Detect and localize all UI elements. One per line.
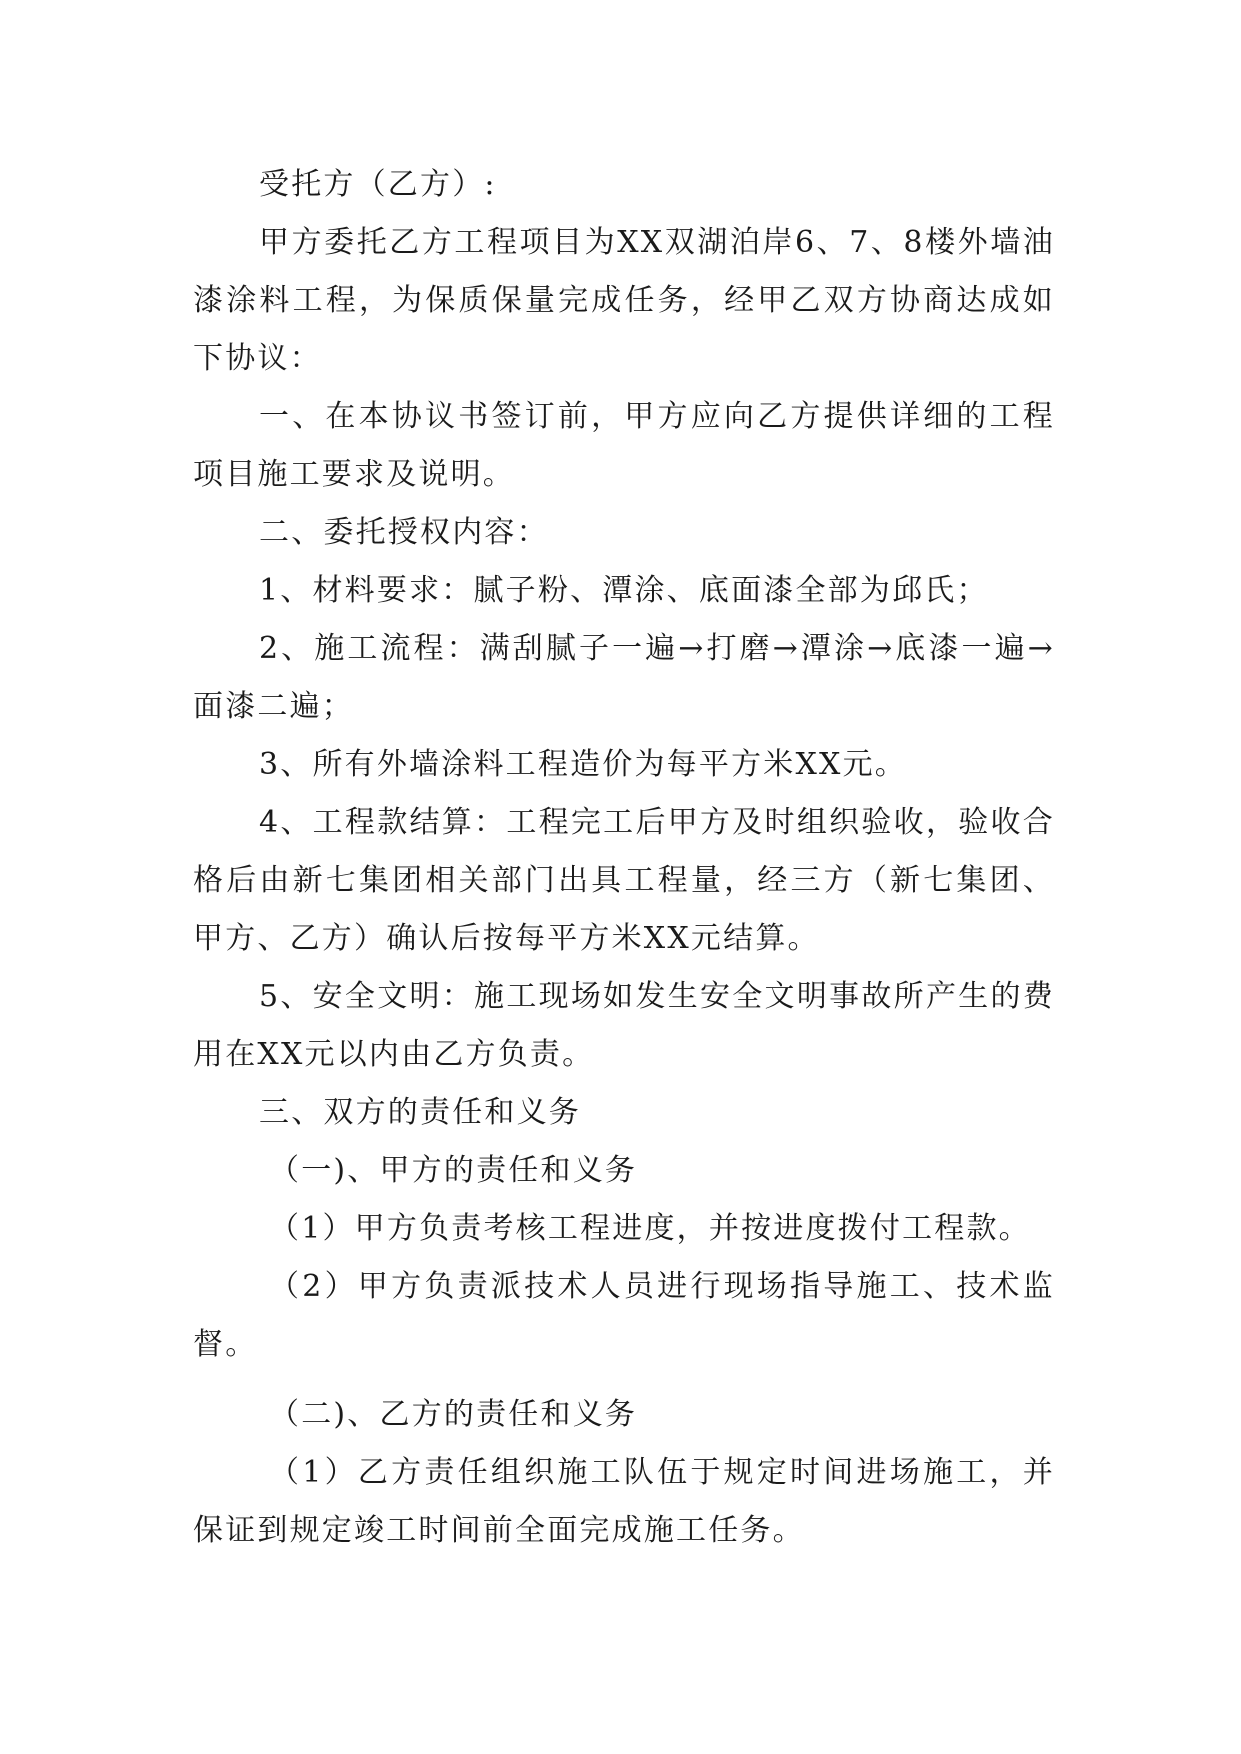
party-b-duties-heading: （二)、乙方的责任和义务 bbox=[269, 1397, 638, 1432]
clause-2-item-3: 3、所有外墙涂料工程造价为每平方米XX元。 bbox=[259, 747, 908, 782]
party-b-duty-1: （1）乙方责任组织施工队伍于规定时间进场施工，并保证到规定竣工时间前全面完成施工任务。 bbox=[193, 1455, 1055, 1548]
clause-2-item-5: 5、安全文明：施工现场如发生安全文明事故所产生的费用在XX元以内由乙方负责。 bbox=[193, 979, 1055, 1072]
clause-2-heading: 二、委托授权内容： bbox=[259, 515, 549, 550]
clause-1: 一、在本协议书签订前，甲方应向乙方提供详细的工程项目施工要求及说明。 bbox=[193, 399, 1055, 492]
clause-2-item-4: 4、工程款结算：工程完工后甲方及时组织验收，验收合格后由新七集团相关部门出具工程量，经三方（新七集团、甲方、乙方）确认后按每平方米XX元结算。 bbox=[193, 805, 1055, 956]
party-a-duty-1: （1）甲方负责考核工程进度，并按进度拨付工程款。 bbox=[269, 1211, 1031, 1246]
document-body bbox=[193, 156, 1055, 1560]
party-b-line: 受托方（乙方）: bbox=[259, 167, 497, 202]
intro-paragraph: 甲方委托乙方工程项目为XX双湖泊岸6、7、8楼外墙油漆涂料工程，为保质保量完成任务，经甲乙双方协商达成如下协议： bbox=[193, 225, 1055, 376]
party-a-duty-2: （2）甲方负责派技术人员进行现场指导施工、技术监督。 bbox=[193, 1269, 1055, 1362]
party-a-duties-heading: （一)、甲方的责任和义务 bbox=[269, 1153, 638, 1188]
clause-3-heading: 三、双方的责任和义务 bbox=[259, 1095, 581, 1130]
clause-2-item-2: 2、施工流程：满刮腻子一遍→打磨→潭涂→底漆一遍→面漆二遍； bbox=[193, 631, 1055, 724]
clause-2-item-1: 1、材料要求：腻子粉、潭涂、底面漆全部为邱氏； bbox=[259, 573, 989, 608]
